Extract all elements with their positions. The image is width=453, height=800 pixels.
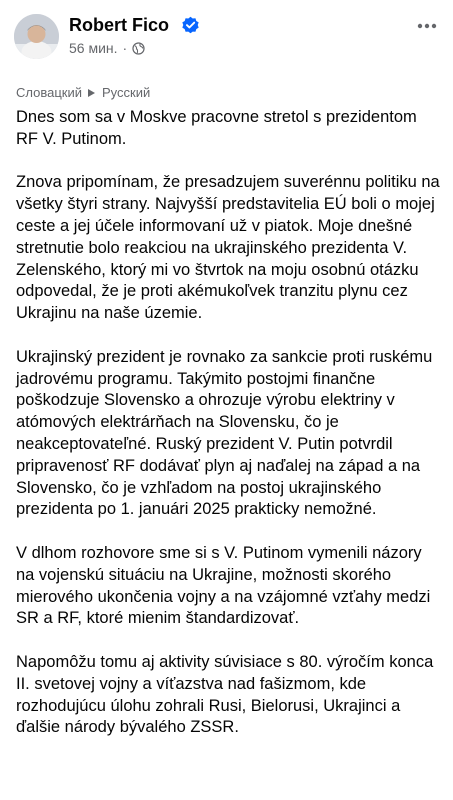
- translation-bar[interactable]: [16, 85, 150, 100]
- avatar-photo: [14, 14, 59, 59]
- author-avatar[interactable]: [14, 14, 59, 59]
- translate-arrow-icon: [87, 88, 96, 98]
- post-time[interactable]: 56 мин.: [69, 40, 118, 56]
- post-paragraph: Dnes som sa v Moskve pracovne stretol s prezidentom RF V. Putinom.: [16, 108, 417, 148]
- post-paragraph: V dlhom rozhovore sme si s V. Putinom vymenili názory na vojenskú situáciu na Ukrajine, možnosti skorého mierového ukončenia vojny a na vzájomné vzťahy medzi SR a RF, ktoré mienim štandardizovať.: [16, 543, 431, 628]
- post-meta: [69, 40, 145, 56]
- target-language[interactable]: Русский: [102, 85, 151, 100]
- more-options-button[interactable]: [415, 14, 439, 38]
- source-language: Словацкий: [16, 85, 82, 100]
- post-header: [0, 0, 453, 72]
- post-body: [16, 107, 441, 761]
- post-paragraph: Napomôžu tomu aj aktivity súvisiace s 80. výročím konca II. svetovej vojny a víťazstva nad fašizmom, kde rozhodujúcu úlohu zohrali Rusi, Bielorusi, Ukrajinci a ďalšie národy bývalého ZSSR.: [16, 652, 434, 737]
- author-name[interactable]: Robert Fico: [69, 15, 170, 35]
- post-paragraph: Znova pripomínam, že presadzujem suverénnu politiku na všetky štyri strany. Najvyšší predstavitelia EÚ boli o mojej ceste a jej účele informovaní už v piatok. Moje dnešné stretnutie bolo reakciou na ukrajinského prezidenta V. Zelenského, ktorý mi vo štvrtok na moju osobnú otázku odpovedal, že je proti akémukoľvek tranzitu plynu cez Ukrajinu na naše územie.: [16, 173, 440, 323]
- post-paragraph: Ukrajinský prezident je rovnako za sankcie proti ruskému jadrovému programu. Takýmito postojmi finančne poškodzuje Slovensko a ohrozuje výrobu elektriny v atómových elektrárňach na Slovensku, čo je neakceptovateľné. Ruský prezident V. Putin potvrdil pripravenosť RF dodávať plyn aj naďalej na západ a na Slovensko, čo je vzhľadom na postoj ukrajinského prezidenta po 1. januári 2025 prakticky nemožné.: [16, 347, 433, 519]
- meta-separator: ·: [122, 40, 128, 56]
- more-options-icon: [417, 23, 437, 29]
- globe-icon[interactable]: [132, 42, 145, 55]
- verified-badge-icon: [181, 16, 200, 35]
